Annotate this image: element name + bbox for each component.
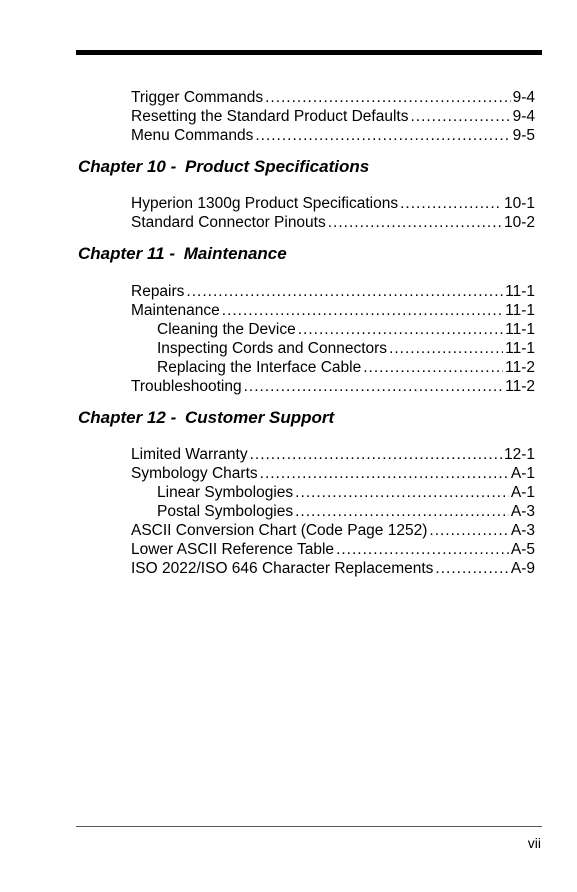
toc-entry-page: 11-2 (505, 378, 535, 395)
toc-entry-page: A-5 (510, 541, 535, 558)
dot-leader (295, 483, 509, 502)
toc-entry-symbology-charts[interactable] (131, 464, 535, 483)
toc-entry-maintenance[interactable] (131, 301, 535, 320)
dot-leader (295, 502, 509, 521)
dot-leader (328, 213, 502, 232)
header-rule (76, 50, 542, 55)
toc-entry-label: Hyperion 1300g Product Specifications (131, 195, 399, 212)
toc-entry-label: Menu Commands (131, 127, 254, 144)
toc-entry-menu-commands[interactable] (131, 126, 535, 145)
toc-entry-page: A-3 (510, 522, 535, 539)
toc-entry-label: Maintenance (131, 302, 220, 319)
dot-leader (250, 445, 502, 464)
toc-entry-product-specifications[interactable] (131, 194, 535, 213)
chapter-heading-10[interactable] (78, 157, 369, 177)
toc-entry-label: Cleaning the Device (157, 321, 296, 338)
toc-entry-postal-symbologies[interactable] (157, 502, 535, 521)
dot-leader (363, 358, 503, 377)
dot-leader (336, 540, 509, 559)
chapter-title: Product Specifications (184, 157, 370, 176)
toc-entry-label: Lower ASCII Reference Table (131, 541, 335, 558)
chapter-title: Customer Support (184, 408, 335, 427)
toc-entry-connector-pinouts[interactable] (131, 213, 535, 232)
dot-leader (435, 559, 508, 578)
toc-entry-label: Limited Warranty (131, 446, 248, 463)
toc-entry-label: Symbology Charts (131, 465, 258, 482)
toc-entry-page: 10-2 (503, 214, 535, 231)
dot-leader (244, 377, 504, 396)
toc-entry-linear-symbologies[interactable] (157, 483, 535, 502)
toc-entry-page: A-1 (510, 465, 535, 482)
chapter-title: Maintenance (183, 244, 287, 263)
toc-entry-trigger-commands[interactable] (131, 88, 535, 107)
toc-entry-label: Resetting the Standard Product Defaults (131, 108, 409, 125)
dot-leader (260, 464, 509, 483)
toc-entry-label: ASCII Conversion Chart (Code Page 1252) (131, 522, 428, 539)
toc-entry-label: Inspecting Cords and Connectors (157, 340, 388, 357)
toc-entry-label: Standard Connector Pinouts (131, 214, 326, 231)
dot-leader (400, 194, 502, 213)
chapter-prefix: Chapter 12 - (78, 408, 177, 427)
toc-entry-label: Linear Symbologies (157, 484, 294, 501)
toc-entry-page: A-9 (510, 560, 535, 577)
toc-entry-repairs[interactable] (131, 282, 535, 301)
toc-entry-page: 11-1 (505, 340, 535, 357)
toc-entry-label: Trigger Commands (131, 89, 264, 106)
toc-entry-troubleshooting[interactable] (131, 377, 535, 396)
toc-entry-limited-warranty[interactable] (131, 445, 535, 464)
dot-leader (410, 107, 510, 126)
toc-entry-page: A-3 (510, 503, 535, 520)
toc-entry-page: 9-4 (512, 89, 535, 106)
toc-entry-lower-ascii-table[interactable] (131, 540, 535, 559)
dot-leader (298, 320, 503, 339)
dot-leader (186, 282, 503, 301)
toc-entry-label: Postal Symbologies (157, 503, 294, 520)
toc-entry-page: 10-1 (503, 195, 535, 212)
toc-entry-page: 9-5 (512, 127, 535, 144)
toc-entry-page: 11-1 (505, 302, 535, 319)
toc-entry-label: ISO 2022/ISO 646 Character Replacements (131, 560, 434, 577)
toc-entry-label: Replacing the Interface Cable (157, 359, 362, 376)
page-number: vii (527, 835, 541, 851)
toc-entry-page: 11-1 (505, 283, 535, 300)
dot-leader (265, 88, 511, 107)
toc-entry-cleaning-device[interactable] (157, 320, 535, 339)
dot-leader (255, 126, 510, 145)
toc-entry-iso-character-replacements[interactable] (131, 559, 535, 578)
dot-leader (429, 521, 508, 540)
toc-entry-page: 12-1 (503, 446, 535, 463)
chapter-heading-11[interactable] (78, 244, 287, 264)
toc-entry-resetting-defaults[interactable] (131, 107, 535, 126)
footer-rule (76, 826, 542, 827)
toc-entry-page: 9-4 (512, 108, 535, 125)
dot-leader (389, 339, 503, 358)
chapter-heading-12[interactable] (78, 408, 334, 428)
dot-leader (222, 301, 503, 320)
toc-entry-page: A-1 (510, 484, 535, 501)
toc-entry-label: Repairs (131, 283, 185, 300)
toc-entry-ascii-conversion-chart[interactable] (131, 521, 535, 540)
chapter-prefix: Chapter 10 - (78, 157, 177, 176)
toc-entry-page: 11-1 (505, 321, 535, 338)
chapter-prefix: Chapter 11 - (78, 244, 175, 263)
toc-entry-inspecting-cords[interactable] (157, 339, 535, 358)
toc-entry-replacing-cable[interactable] (157, 358, 535, 377)
toc-entry-label: Troubleshooting (131, 378, 242, 395)
toc-entry-page: 11-2 (505, 359, 535, 376)
